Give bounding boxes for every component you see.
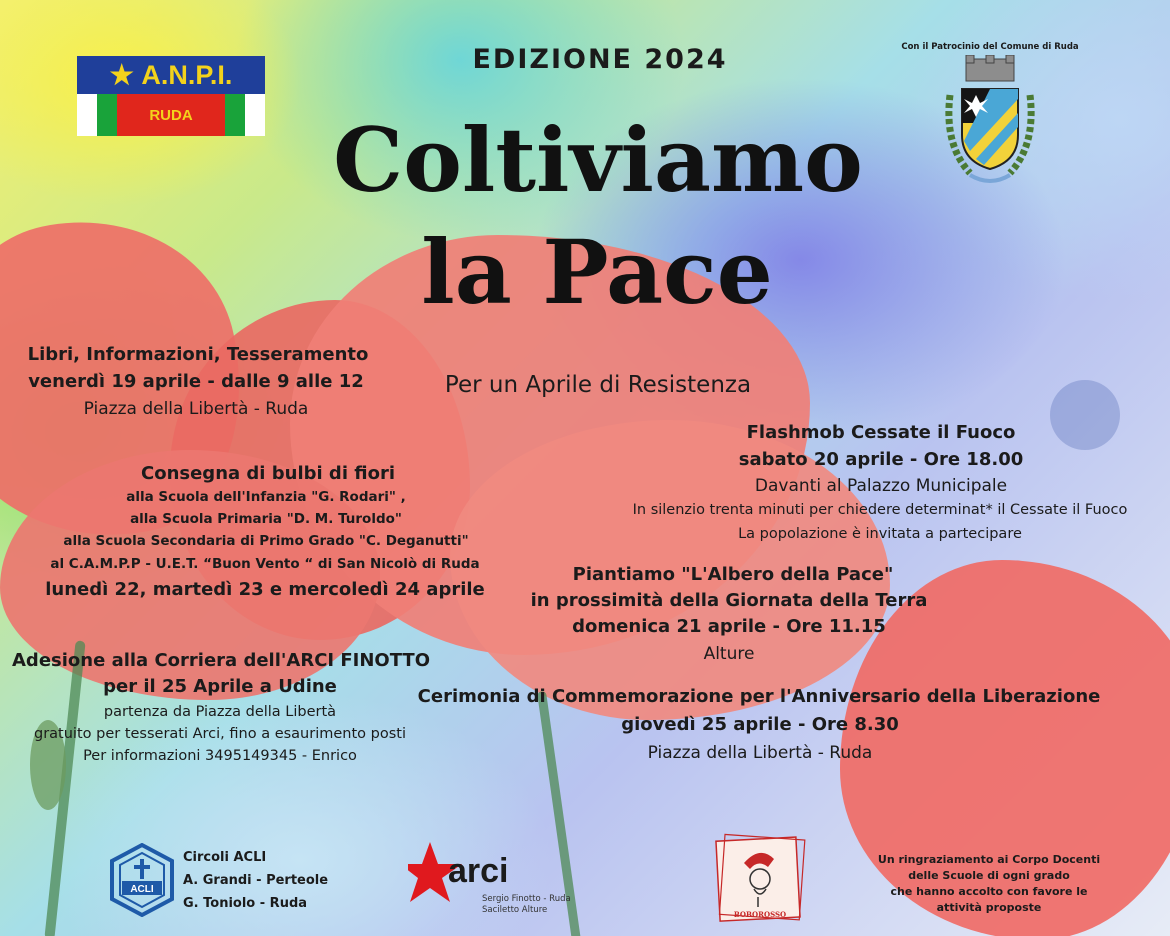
flashmob-line-2: La popolazione è invitata a partecipare	[738, 526, 1022, 542]
edition-label: EDIZIONE 2024	[472, 44, 728, 75]
acli-badge: ACLI	[130, 884, 154, 895]
acli-line-1: Circoli ACLI	[183, 850, 267, 865]
libri-place: Piazza della Libertà - Ruda	[83, 399, 309, 419]
arci-sub-2: Saciletto Alture	[482, 905, 548, 915]
albero-place: Alture	[703, 644, 755, 664]
anpi-logo-top	[77, 56, 265, 94]
flashmob-place: Davanti al Palazzo Municipale	[754, 476, 1008, 496]
albero-title: Piantiamo "L'Albero della Pace"	[572, 564, 894, 585]
anpi-flag	[77, 94, 265, 136]
bulbi-title: Consegna di bulbi di fiori	[140, 463, 396, 484]
acli-text	[183, 846, 328, 915]
corriera-title-2: per il 25 Aprile a Udine	[103, 676, 337, 697]
thanks-line-2: delle Scuole di ogni grado	[908, 869, 1070, 882]
albero-date: domenica 21 aprile - Ore 11.15	[572, 616, 886, 637]
ruda-crest-icon	[940, 55, 1040, 190]
anpi-name: A.N.P.I.	[141, 59, 233, 90]
flashmob-title: Flashmob Cessate il Fuoco	[746, 422, 1016, 443]
arci-subtitle	[482, 894, 571, 916]
libri-title: Libri, Informazioni, Tesseramento	[27, 344, 369, 365]
arci-name: arci	[448, 852, 509, 890]
corriera-line-1: partenza da Piazza della Libertà	[103, 704, 337, 720]
subtitle: Per un Aprile di Resistenza	[444, 372, 752, 398]
corriera-title-1: Adesione alla Corriera dell'ARCI FINOTTO	[12, 650, 430, 671]
arci-sub-1: Sergio Finotto - Ruda	[482, 894, 571, 904]
boborosso-name: BOBOROSSO	[733, 910, 787, 919]
flashmob-date: sabato 20 aprile - Ore 18.00	[738, 449, 1024, 470]
title-line-1: Coltiviamo	[333, 108, 863, 212]
libri-date: venerdì 19 aprile - dalle 9 alle 12	[28, 371, 364, 392]
acli-line-2: A. Grandi - Perteole	[183, 873, 329, 888]
thanks-note	[878, 852, 1100, 916]
albero-line-1: in prossimità della Giornata della Terra	[530, 590, 928, 611]
cerimonia-title: Cerimonia di Commemorazione per l'Anniversario della Liberazione	[417, 686, 1101, 707]
cerimonia-place: Piazza della Libertà - Ruda	[647, 743, 873, 763]
bulbi-line-2: alla Scuola Primaria "D. M. Turoldo"	[130, 511, 402, 527]
acli-line-3: G. Toniolo - Ruda	[183, 896, 308, 911]
corriera-line-3: Per informazioni 3495149345 - Enrico	[83, 748, 357, 764]
anpi-logo	[77, 56, 265, 136]
bulbi-line-1: alla Scuola dell'Infanzia "G. Rodari" ,	[126, 489, 406, 505]
thanks-line-3: che hanno accolto con favore le	[890, 885, 1088, 898]
boborosso-logo-icon	[714, 833, 806, 925]
paint-blot	[1050, 380, 1120, 450]
anpi-place: RUDA	[117, 94, 225, 136]
thanks-line-1: Un ringraziamento ai Corpo Docenti	[877, 853, 1101, 866]
flashmob-line-1: In silenzio trenta minuti per chiedere determinat* il Cessate il Fuoco	[632, 502, 1128, 518]
corriera-line-2: gratuito per tesserati Arci, fino a esaurimento posti	[34, 726, 406, 742]
title-line-2: la Pace	[421, 220, 773, 324]
acli-logo-icon	[108, 843, 176, 917]
bulbi-date: lunedì 22, martedì 23 e mercoledì 24 aprile	[45, 579, 485, 600]
bulbi-line-4: al C.A.M.P.P - U.E.T. “Buon Vento “ di San Nicolò di Ruda	[50, 556, 480, 572]
star-icon: ★	[109, 59, 134, 90]
cerimonia-date: giovedì 25 aprile - Ore 8.30	[621, 714, 899, 735]
patrocinio-label: Con il Patrocinio del Comune di Ruda	[901, 42, 1079, 52]
thanks-line-4: attività proposte	[936, 901, 1042, 914]
bulbi-line-3: alla Scuola Secondaria di Primo Grado "C. Deganutti"	[63, 533, 469, 549]
